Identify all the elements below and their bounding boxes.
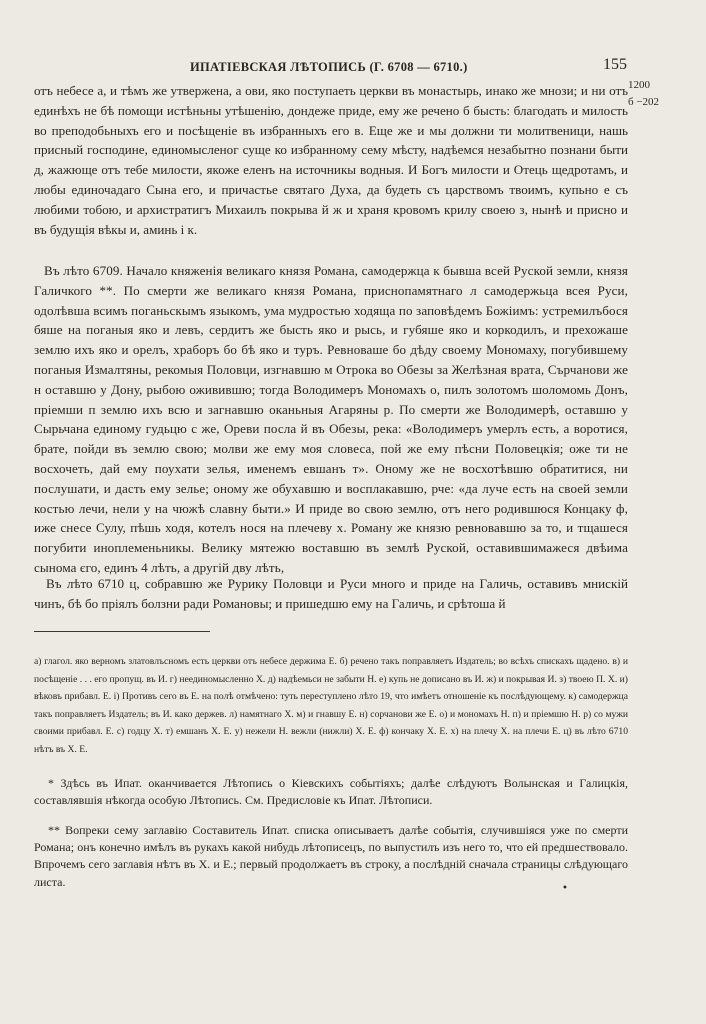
page-number: 155 — [603, 56, 627, 73]
paragraph-2: Въ лѣто 6709. Начало княженія великаго князя Романа, самодержца к бывша всей Руской земли, князя Галичкого **. По смерти же великаго князя Романа, приснопамятнаго л самодержьца всея Руси, одолѣвша всимъ поганьскымъ языкомъ, ума мудростью ходяща по заповѣдемъ Божіимъ: устремилъбося бяше на поганыя яко и левъ, сердитъ же бысть яко и рысь, и губяше яко и коркодилъ, и прехожаше землю ихъ яко и орелъ, храборъ бо бѣ яко и туръ. Ревноваше бо дѣду своему Мономаху, погубившему поганыя Измалтяны, рекомыя Половци, изгнавшю м Отрока во Обезы за Желѣзная врата, Сърчанови же н оставшю у Дону, рыбою оживившю; тогда Володимеръ Мономахъ о, пилъ золотомъ шоломомь Донъ, пріемши п землю ихъ всю и загнавшю оканьныя Агаряны р. По смерти же Володимерѣ, оставшю у Сырьчана единому гудьцю с же, Ореви посла й въ Обезы, река: «Володимеръ умерлъ есть, а воротися, брате, пойди въ землю свою; молви же ему моя словеса, пой же ему пѣсни Половецкія; оже ти не восхочеть, дай ему поухати зелья, именемъ евшанъ т». Оному же не восхотѣвшю обратитися, ни послушати, и дасть ему зелье; оному же обухавшю и восплакавшю, рче: «да луче есть на своей земли костью лечи, нели у на чюжѣ славну быти.» И приде во свою землю, отъ него родившюся Концаку ф, иже снесе Сулу, пѣшь ходя, котелъ нося на плечеву х. Роману же князю ревновавшю за то, и тщашеся погубити иноплеменьникы. Велику мятежю воставшю въ землѣ Руской, оставившимажеся двѣима сынома єго, единъ 4 лѣть, а другій дву лѣть, — [34, 263, 628, 575]
footnote-1: * Здѣсь въ Ипат. оканчивается Лѣтопись о Кіевскихъ событіяхъ; далѣе слѣдуютъ Волынская и Галицкія, составлявшія нѣкогда особую Лѣтопись. См. Предисловіе къ Ипат. Лѣтописи. — [34, 776, 628, 808]
footnote-divider — [34, 631, 210, 632]
ornament-dot: • — [562, 883, 568, 894]
variant-readings: а) глагол. яко верномъ златовлъсномъ есть церкви отъ небесе держима Е. б) речено такъ поправляетъ Издатель; во всѣхъ спискахъ щадено. в) и посѣщеніе . . . его пропущ. въ И. г) неединомысленно Х. д) надѣемьси не забыти Н. е) купь не дописано въ И. ж) и покрывая И. з) твоею П. Х. и) вѣковъ прибавл. Е. і) Противъ сего въ Е. на полѣ отмѣчено: туть переступлено лѣто 19, что имѣетъ отношеніе къ послѣдующему. к) самодержца такъ поправляетъ Издатель; въ И. како держев. л) намятнаго Х. м) и гнавшу Е. н) сорчанови же Е. о) и мономахъ Н. п) и пріемшю Н. р) со мужи своими прибавл. Е. с) годцу Х. т) емшанъ Х. Е. у) нежели Н. вежли (нижли) Х. Е. ф) кончаку Х. Е. х) на плечу Х. на плечи Е. ц) въ лѣто 6710 нѣтъ въ Х. Е. — [34, 656, 628, 755]
margin-year-1: 1200 — [628, 79, 650, 91]
running-header: ИПАТІЕВСКАЯ ЛѢТОПИСЬ (Г. 6708 — 6710.) — [190, 60, 468, 74]
margin-year-2: б −202 — [628, 96, 660, 108]
paragraph-3: Въ лѣто 6710 ц, собравшю же Рурику Половци и Руси много и приде на Галичь, оставивъ мнискій чинъ, бѣ бо прiялъ болзни ради Романовы; и пришедшю ему на Галичь, и срѣтоша й — [34, 576, 628, 611]
footnote-2: ** Вопреки сему заглавію Составитель Ипат. списка описываетъ далѣе событія, случившіяся уже по смерти Романа; онъ конечно имѣлъ въ рукахъ какой нибудь лѣтописецъ, по выпустилъ изъ него то, что ей предшествовало. Впрочемъ сего заглавія нѣтъ въ Х. и Е.; первый продолжаетъ въ строку, а послѣдній сначала страницы слѣдующаго листа. — [34, 823, 628, 889]
paragraph-1: отъ небесе а, и тѣмъ же утвержена, а ови, яко поступаеть церкви въ монастырь, инако же мнози; и ни отъ единѣхъ не бѣ помощи истѣньны утѣшенію, дондеже приде, ему же речено б бысть: благодать и милость во преподобьныхъ его и посѣщеніе въ избранныхъ его в. Еще же и мы должни ти молитвеници, нашь присный господине, единомысленог суще ко избранному сему мѣсту, надѣемся незабытно познани быти д, жажюще отъ тебе милости, якоже еленъ на источникы водныя. И Богъ милости и Отець щедротамъ, и любы единочадаго Сына его, и причастье святаго Духа, да будеть съ царствомъ твоимъ, купьно е съ любими тобою, и архистратигъ Михаилъ покрыва й ж и храня кровомъ крилу своею з, нынѣ и присно и въ будущія вѣкы и, аминь і к. — [34, 83, 628, 237]
